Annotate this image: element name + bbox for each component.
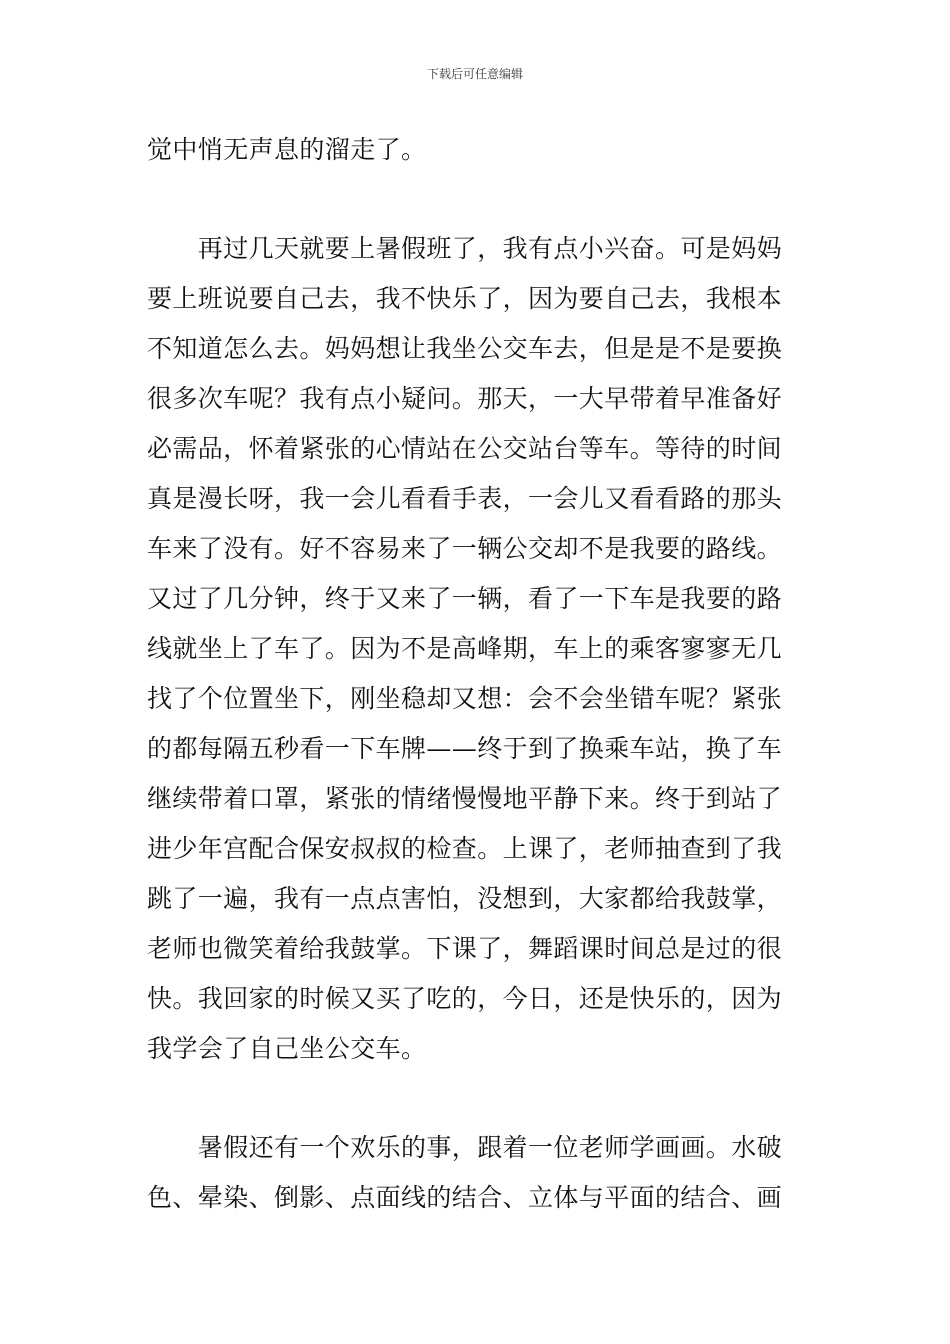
page-header: 下载后可任意编辑 <box>426 67 523 81</box>
paragraph-line: 要上班说要自己去，我不快乐了，因为要自己去，我根本 <box>147 284 783 313</box>
paragraph-line: 找了个位置坐下，刚坐稳却又想：会不会坐错车呢？紧张 <box>147 684 783 713</box>
paragraph-line: 跳了一遍，我有一点点害怕，没想到，大家都给我鼓掌， <box>147 884 783 913</box>
paragraph-line: 进少年宫配合保安叔叔的检查。上课了，老师抽查到了我 <box>147 834 783 863</box>
paragraph-line: 快。我回家的时候又买了吃的，今日，还是快乐的，因为 <box>147 984 783 1013</box>
paragraph-line: 暑假还有一个欢乐的事，跟着一位老师学画画。水破 <box>147 1133 783 1162</box>
paragraph-line: 觉中悄无声息的溜走了。 <box>147 135 427 164</box>
paragraph-line: 又过了几分钟，终于又来了一辆，看了一下车是我要的路 <box>147 584 783 613</box>
paragraph-line: 的都每隔五秒看一下车牌——终于到了换乘车站，换了车 <box>147 734 783 763</box>
paragraph-line: 老师也微笑着给我鼓掌。下课了，舞蹈课时间总是过的很 <box>147 934 783 963</box>
paragraph-line: 线就坐上了车了。因为不是高峰期，车上的乘客寥寥无几 <box>147 634 783 663</box>
paragraph-line: 再过几天就要上暑假班了，我有点小兴奋。可是妈妈 <box>147 234 783 263</box>
paragraph-line: 色、晕染、倒影、点面线的结合、立体与平面的结合、画 <box>147 1183 783 1212</box>
paragraph-line: 我学会了自己坐公交车。 <box>147 1034 427 1063</box>
paragraph-line: 继续带着口罩，紧张的情绪慢慢地平静下来。终于到站了 <box>147 784 783 813</box>
paragraph-line: 真是漫长呀，我一会儿看看手表，一会儿又看看路的那头 <box>147 484 783 513</box>
paragraph-line: 很多次车呢？我有点小疑问。那天，一大早带着早准备好 <box>147 384 783 413</box>
paragraph-line: 不知道怎么去。妈妈想让我坐公交车去，但是是不是要换 <box>147 334 783 363</box>
paragraph-line: 车来了没有。好不容易来了一辆公交却不是我要的路线。 <box>147 534 783 563</box>
paragraph-line: 必需品，怀着紧张的心情站在公交站台等车。等待的时间 <box>147 434 783 463</box>
